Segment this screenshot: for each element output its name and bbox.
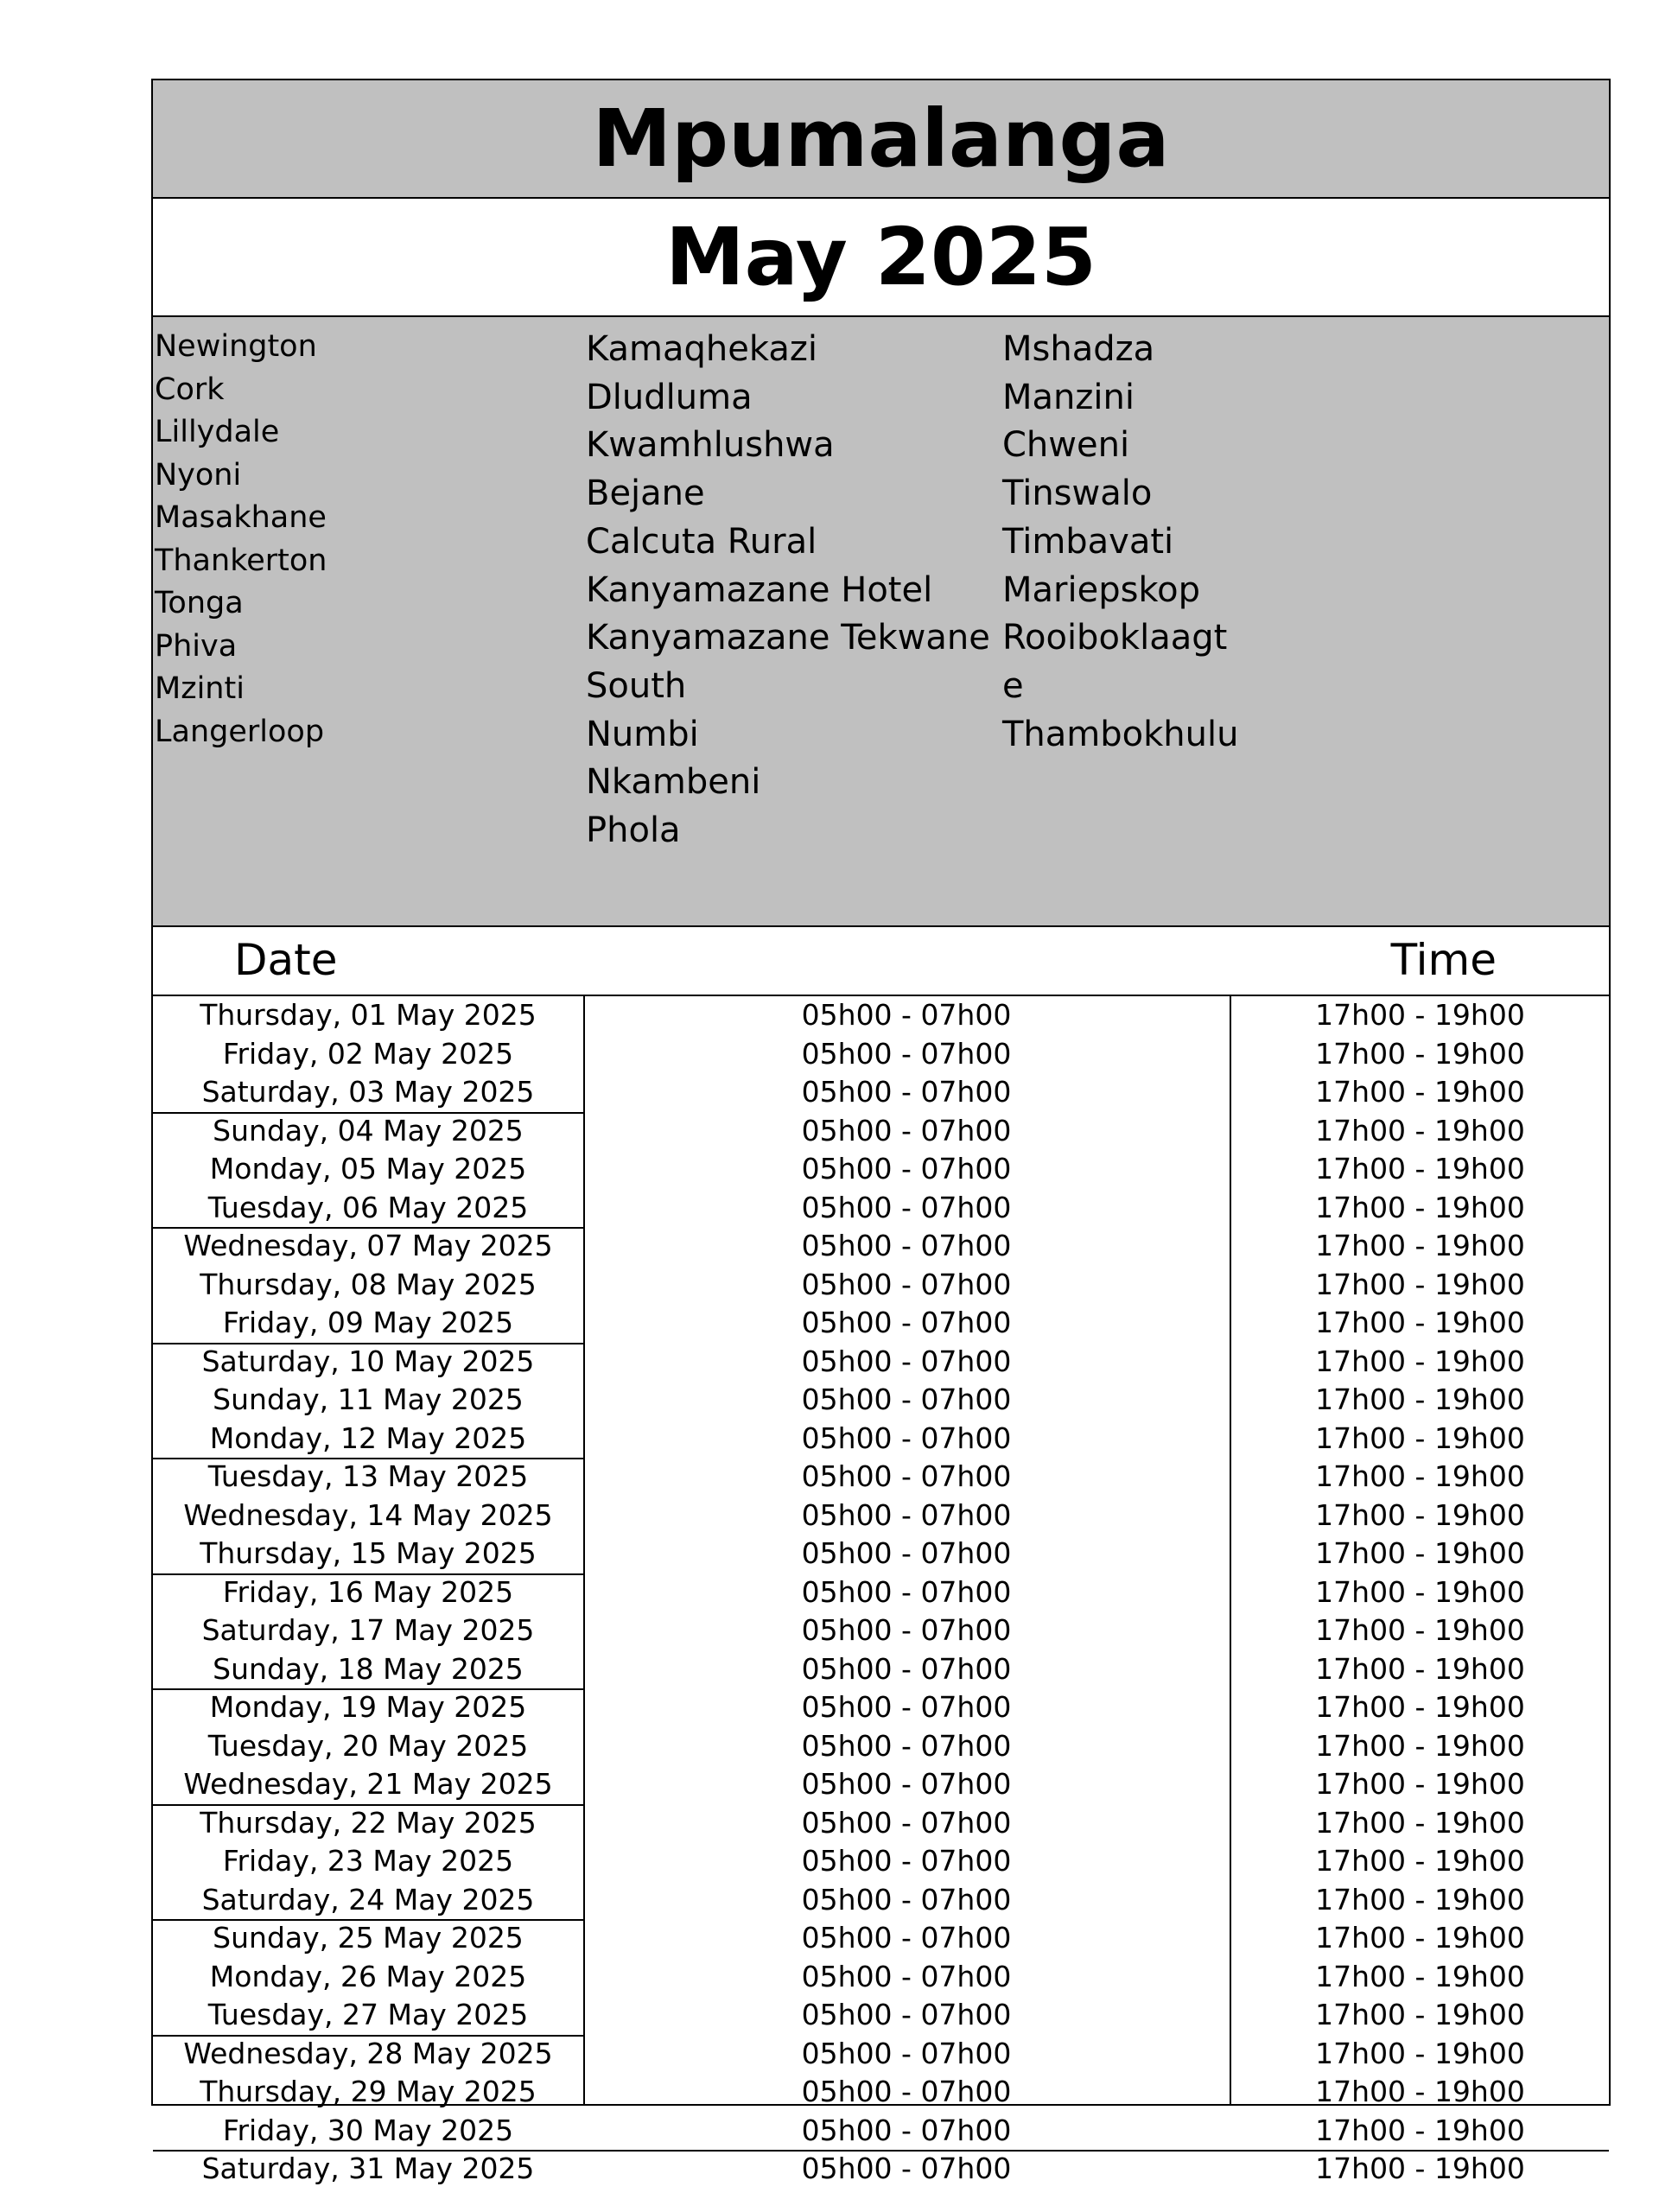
table-row	[153, 1919, 1609, 1958]
date-cell: Tuesday, 13 May 2025	[207, 1459, 529, 1493]
date-cell: Tuesday, 20 May 2025	[207, 1728, 529, 1763]
date-cell: Monday, 19 May 2025	[209, 1690, 527, 1724]
date-cell: Thursday, 22 May 2025	[200, 1805, 537, 1840]
morning-slot-cell: 05h00 - 07h00	[801, 1998, 1012, 2031]
evening-slot-cell: 17h00 - 19h00	[1315, 1882, 1525, 1916]
area-column-2	[586, 326, 990, 855]
morning-slot-cell: 05h00 - 07h00	[801, 998, 1012, 1032]
evening-slot-cell: 17h00 - 19h00	[1315, 1421, 1525, 1455]
region-header	[153, 80, 1609, 199]
morning-slot-cell: 05h00 - 07h00	[801, 1382, 1012, 1416]
area-name: Thambokhulu	[1002, 714, 1239, 754]
row-divider	[153, 1573, 583, 1575]
date-cell: Wednesday, 21 May 2025	[183, 1767, 553, 1801]
evening-slot-cell: 17h00 - 19h00	[1315, 1651, 1525, 1686]
morning-slot-cell: 05h00 - 07h00	[801, 1267, 1012, 1301]
table-row	[153, 1688, 1609, 1727]
evening-slot-cell: 17h00 - 19h00	[1315, 1536, 1525, 1570]
morning-slot-cell: 05h00 - 07h00	[801, 2075, 1012, 2108]
table-row	[153, 1381, 1609, 1420]
table-row	[153, 1535, 1609, 1573]
area-name: Tonga	[155, 586, 244, 620]
date-cell: Friday, 30 May 2025	[222, 2113, 514, 2147]
date-cell: Saturday, 03 May 2025	[201, 1075, 535, 1109]
schedule-table	[153, 996, 1609, 2185]
area-name: Kanyamazane Hotel	[586, 569, 933, 610]
morning-slot-cell: 05h00 - 07h00	[801, 1113, 1012, 1147]
area-name: Lillydale	[155, 415, 280, 449]
row-divider	[153, 2150, 1609, 2152]
schedule-document	[151, 79, 1611, 2185]
table-row	[153, 1881, 1609, 1920]
morning-slot-cell: 05h00 - 07h00	[801, 1959, 1012, 1993]
date-cell: Sunday, 11 May 2025	[213, 1382, 524, 1416]
area-name: Masakhane	[155, 500, 327, 535]
evening-slot-cell: 17h00 - 19h00	[1315, 1190, 1525, 1224]
evening-slot-cell: 17h00 - 19h00	[1315, 1574, 1525, 1609]
table-row	[153, 1150, 1609, 1189]
table-row	[153, 1842, 1609, 1881]
evening-slot-cell: 17h00 - 19h00	[1315, 1767, 1525, 1801]
table-row	[153, 1573, 1609, 1612]
evening-slot-cell: 17h00 - 19h00	[1315, 1229, 1525, 1262]
evening-slot-cell: 17h00 - 19h00	[1315, 1152, 1525, 1185]
evening-slot-cell: 17h00 - 19h00	[1315, 998, 1525, 1032]
morning-slot-cell: 05h00 - 07h00	[801, 1536, 1012, 1570]
area-name: Mzinti	[155, 671, 245, 706]
area-name: Tinswalo	[1002, 474, 1153, 514]
morning-slot-cell: 05h00 - 07h00	[801, 1344, 1012, 1378]
date-cell: Sunday, 04 May 2025	[213, 1113, 524, 1147]
morning-slot-cell: 05h00 - 07h00	[801, 1459, 1012, 1493]
date-cell: Wednesday, 28 May 2025	[183, 2036, 553, 2070]
date-cell: Tuesday, 27 May 2025	[207, 1998, 529, 2031]
morning-slot-cell: 05h00 - 07h00	[801, 1690, 1012, 1724]
evening-slot-cell: 17h00 - 19h00	[1315, 2152, 1525, 2185]
area-name: Phola	[586, 810, 681, 851]
area-name: Manzini	[1002, 377, 1135, 417]
row-divider	[153, 1112, 583, 1114]
morning-slot-cell: 05h00 - 07h00	[801, 1613, 1012, 1647]
morning-slot-cell: 05h00 - 07h00	[801, 2113, 1012, 2147]
area-name: e	[1002, 665, 1024, 706]
area-name: Kanyamazane Tekwane	[586, 618, 990, 658]
area-name: Newington	[155, 329, 317, 364]
table-row	[153, 1304, 1609, 1343]
date-cell: Thursday, 01 May 2025	[200, 998, 537, 1032]
morning-slot-cell: 05h00 - 07h00	[801, 2152, 1012, 2185]
date-cell: Monday, 26 May 2025	[209, 1959, 527, 1993]
area-name: Langerloop	[155, 714, 325, 749]
area-name: Timbavati	[1002, 521, 1174, 562]
table-row	[153, 1343, 1609, 1382]
row-divider	[153, 1804, 583, 1806]
table-row	[153, 1611, 1609, 1650]
area-name: Nkambeni	[586, 762, 761, 803]
date-cell: Friday, 02 May 2025	[222, 1036, 514, 1071]
table-row	[153, 1958, 1609, 1997]
column-headers	[153, 927, 1609, 996]
evening-slot-cell: 17h00 - 19h00	[1315, 1497, 1525, 1532]
region-title: Mpumalanga	[592, 92, 1170, 185]
table-row	[153, 1112, 1609, 1151]
evening-slot-cell: 17h00 - 19h00	[1315, 1728, 1525, 1763]
date-cell: Saturday, 17 May 2025	[201, 1613, 535, 1647]
row-divider	[153, 1458, 583, 1459]
affected-areas	[153, 317, 1609, 927]
evening-slot-cell: 17h00 - 19h00	[1315, 1690, 1525, 1724]
table-row	[153, 1804, 1609, 1843]
table-row	[153, 1497, 1609, 1535]
table-row	[153, 1266, 1609, 1305]
morning-slot-cell: 05h00 - 07h00	[801, 1767, 1012, 1801]
area-name: Nyoni	[155, 457, 242, 493]
date-cell: Friday, 16 May 2025	[222, 1574, 514, 1609]
morning-slot-cell: 05h00 - 07h00	[801, 1497, 1012, 1532]
morning-slot-cell: 05h00 - 07h00	[801, 1229, 1012, 1262]
date-heading: Date	[234, 935, 338, 985]
area-name: Cork	[155, 372, 225, 407]
morning-slot-cell: 05h00 - 07h00	[801, 1844, 1012, 1878]
table-row	[153, 2112, 1609, 2151]
morning-slot-cell: 05h00 - 07h00	[801, 2036, 1012, 2070]
table-row	[153, 2035, 1609, 2074]
date-cell: Thursday, 15 May 2025	[200, 1536, 537, 1570]
evening-slot-cell: 17h00 - 19h00	[1315, 1267, 1525, 1301]
evening-slot-cell: 17h00 - 19h00	[1315, 1613, 1525, 1647]
area-name: Dludluma	[586, 377, 753, 417]
morning-slot-cell: 05h00 - 07h00	[801, 1651, 1012, 1686]
area-name: South	[586, 665, 687, 706]
evening-slot-cell: 17h00 - 19h00	[1315, 1921, 1525, 1955]
area-name: Kwamhlushwa	[586, 425, 835, 466]
morning-slot-cell: 05h00 - 07h00	[801, 1805, 1012, 1840]
morning-slot-cell: 05h00 - 07h00	[801, 1190, 1012, 1224]
date-cell: Thursday, 08 May 2025	[200, 1267, 537, 1301]
area-name: Phiva	[155, 628, 238, 664]
evening-slot-cell: 17h00 - 19h00	[1315, 1805, 1525, 1840]
area-column-1	[155, 326, 327, 753]
table-row	[153, 996, 1609, 1035]
evening-slot-cell: 17h00 - 19h00	[1315, 2075, 1525, 2108]
evening-slot-cell: 17h00 - 19h00	[1315, 1075, 1525, 1109]
evening-slot-cell: 17h00 - 19h00	[1315, 1382, 1525, 1416]
morning-slot-cell: 05h00 - 07h00	[801, 1921, 1012, 1955]
month-title: May 2025	[665, 211, 1096, 303]
row-divider	[153, 2035, 583, 2037]
table-row	[153, 1996, 1609, 2035]
table-row	[153, 2150, 1609, 2189]
evening-slot-cell: 17h00 - 19h00	[1315, 1459, 1525, 1493]
morning-slot-cell: 05h00 - 07h00	[801, 1882, 1012, 1916]
area-name: Calcuta Rural	[586, 521, 817, 562]
area-name: Chweni	[1002, 425, 1130, 466]
table-row	[153, 1420, 1609, 1459]
date-cell: Saturday, 31 May 2025	[201, 2152, 535, 2185]
row-divider	[153, 1919, 583, 1921]
area-name: Mshadza	[1002, 329, 1155, 369]
table-row	[153, 1727, 1609, 1766]
table-row	[153, 1227, 1609, 1266]
evening-slot-cell: 17h00 - 19h00	[1315, 1344, 1525, 1378]
time-heading: Time	[1390, 935, 1497, 985]
date-cell: Wednesday, 07 May 2025	[183, 1229, 553, 1262]
table-row	[153, 1073, 1609, 1112]
month-header	[153, 199, 1609, 317]
area-name: Kamaqhekazi	[586, 329, 817, 369]
area-name: Mariepskop	[1002, 569, 1201, 610]
date-cell: Sunday, 25 May 2025	[213, 1921, 524, 1955]
morning-slot-cell: 05h00 - 07h00	[801, 1728, 1012, 1763]
area-column-3	[1002, 326, 1238, 759]
evening-slot-cell: 17h00 - 19h00	[1315, 2113, 1525, 2147]
morning-slot-cell: 05h00 - 07h00	[801, 1306, 1012, 1339]
evening-slot-cell: 17h00 - 19h00	[1315, 1959, 1525, 1993]
evening-slot-cell: 17h00 - 19h00	[1315, 1036, 1525, 1071]
date-cell: Wednesday, 14 May 2025	[183, 1497, 553, 1532]
table-row	[153, 1650, 1609, 1689]
date-cell: Tuesday, 06 May 2025	[207, 1190, 529, 1224]
morning-slot-cell: 05h00 - 07h00	[801, 1421, 1012, 1455]
date-cell: Friday, 23 May 2025	[222, 1844, 514, 1878]
table-row	[153, 2073, 1609, 2112]
evening-slot-cell: 17h00 - 19h00	[1315, 1306, 1525, 1339]
morning-slot-cell: 05h00 - 07h00	[801, 1036, 1012, 1071]
area-name: Thankerton	[155, 543, 327, 578]
date-cell: Friday, 09 May 2025	[222, 1306, 514, 1339]
evening-slot-cell: 17h00 - 19h00	[1315, 1844, 1525, 1878]
evening-slot-cell: 17h00 - 19h00	[1315, 1113, 1525, 1147]
area-name: Bejane	[586, 474, 705, 514]
date-cell: Sunday, 18 May 2025	[213, 1651, 524, 1686]
date-cell: Saturday, 24 May 2025	[201, 1882, 535, 1916]
row-divider	[153, 1227, 583, 1229]
date-cell: Monday, 12 May 2025	[209, 1421, 527, 1455]
evening-slot-cell: 17h00 - 19h00	[1315, 2036, 1525, 2070]
table-row	[153, 1458, 1609, 1497]
date-cell: Monday, 05 May 2025	[209, 1152, 527, 1185]
date-cell: Thursday, 29 May 2025	[200, 2075, 537, 2108]
evening-slot-cell: 17h00 - 19h00	[1315, 1998, 1525, 2031]
table-row	[153, 1765, 1609, 1804]
row-divider	[153, 1343, 583, 1344]
morning-slot-cell: 05h00 - 07h00	[801, 1075, 1012, 1109]
row-divider	[153, 1688, 583, 1690]
morning-slot-cell: 05h00 - 07h00	[801, 1152, 1012, 1185]
morning-slot-cell: 05h00 - 07h00	[801, 1574, 1012, 1609]
table-row	[153, 1189, 1609, 1228]
table-row	[153, 1035, 1609, 1074]
date-cell: Saturday, 10 May 2025	[201, 1344, 535, 1378]
area-name: Numbi	[586, 714, 699, 754]
area-name: Rooiboklaagt	[1002, 618, 1228, 658]
